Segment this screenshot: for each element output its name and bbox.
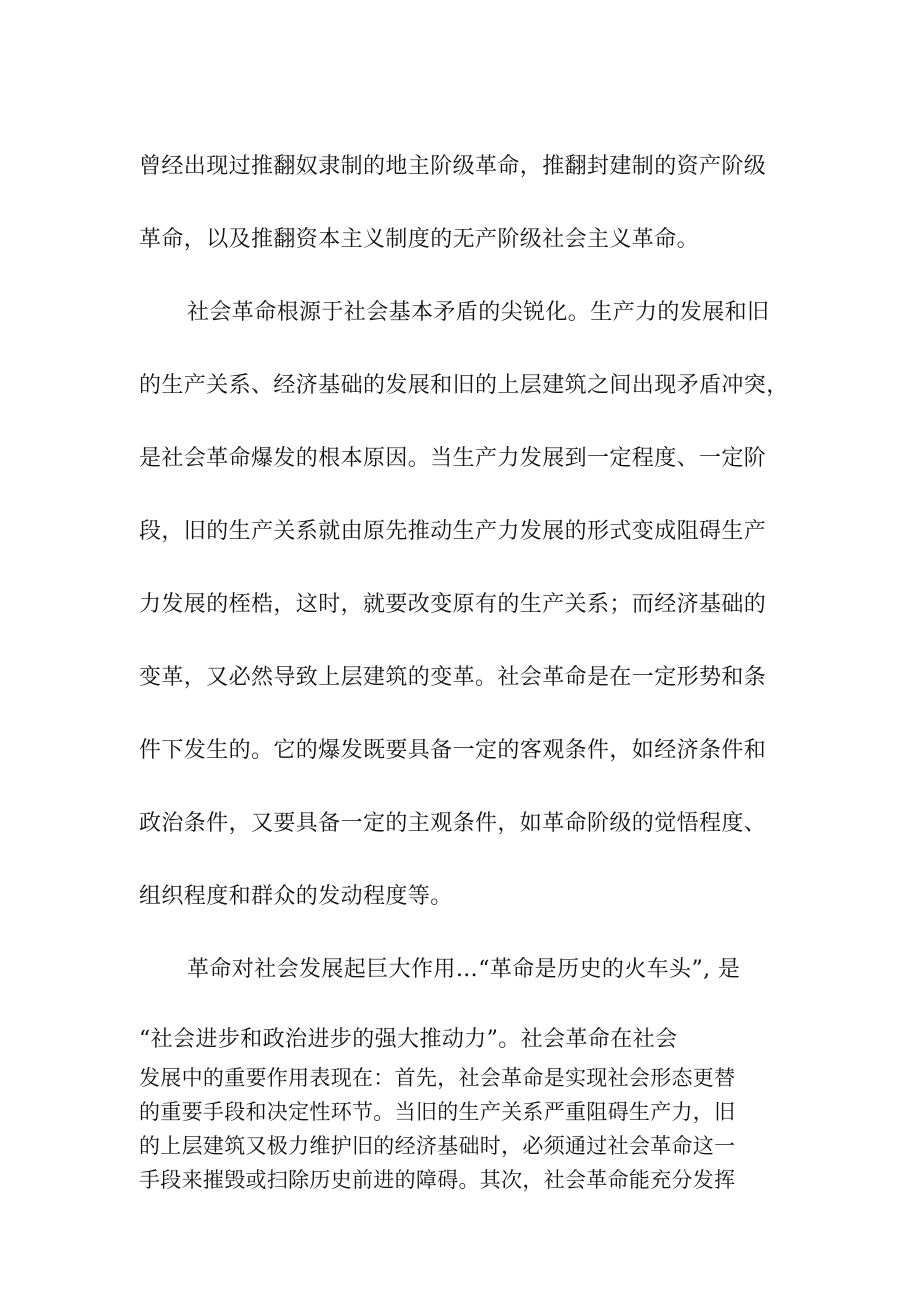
- paragraph-line: 段，旧的生产关系就由原先推动生产力发展的形式变成阻碍生产: [139, 519, 767, 544]
- paragraph-line: “社会进步和政治进步的强大推动力”。社会革命在社会: [139, 1027, 678, 1052]
- paragraph-line: 件下发生的。它的爆发既要具备一定的客观条件，如经济条件和: [139, 738, 767, 763]
- paragraph-line: 曾经出现过推翻奴隶制的地主阶级革命，推翻封建制的资产阶级: [139, 154, 767, 179]
- paragraph-line: 政治条件，又要具备一定的主观条件，如革命阶级的觉悟程度、: [139, 811, 767, 836]
- paragraph-line: 的重要手段和决定性环节。当旧的生产关系严重阻碍生产力，旧: [139, 1100, 736, 1124]
- paragraph-line: 革命对社会发展起巨大作用…“革命是历史的火车头”, 是: [187, 957, 741, 982]
- paragraph-line: 的上层建筑又极力维护旧的经济基础时，必须通过社会革命这一: [139, 1134, 736, 1158]
- paragraph-line: 变革，又必然导致上层建筑的变革。社会革命是在一定形势和条: [139, 665, 767, 690]
- paragraph-line: 组织程度和群众的发动程度等。: [139, 884, 453, 909]
- paragraph-line: 社会革命根源于社会基本矛盾的尖锐化。生产力的发展和旧: [187, 300, 770, 325]
- paragraph-line: 革命，以及推翻资本主义制度的无产阶级社会主义革命。: [139, 227, 700, 252]
- paragraph-line: 手段来摧毁或扫除历史前进的障碍。其次，社会革命能充分发挥: [139, 1168, 736, 1192]
- paragraph-line: 的生产关系、经济基础的发展和旧的上层建筑之间出现矛盾冲突，: [139, 373, 789, 398]
- paragraph-line: 力发展的桎梏，这时，就要改变原有的生产关系；而经济基础的: [139, 592, 767, 617]
- paragraph-line: 发展中的重要作用表现在：首先，社会革命是实现社会形态更替: [139, 1066, 736, 1090]
- paragraph-line: 是社会革命爆发的根本原因。当生产力发展到一定程度、一定阶: [139, 446, 767, 471]
